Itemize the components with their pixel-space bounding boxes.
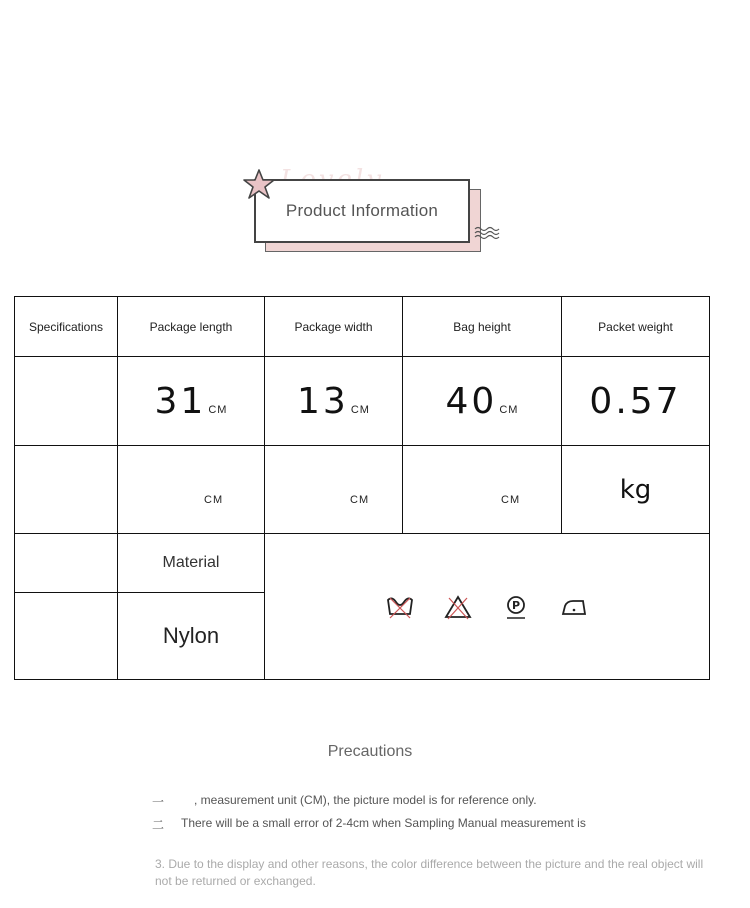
no-bleach-icon xyxy=(444,594,472,620)
height-unit-label: CM xyxy=(501,494,521,506)
width-unit-cell xyxy=(265,446,403,534)
table-header-row xyxy=(15,297,710,357)
table-row xyxy=(15,357,710,446)
care-icons-cell xyxy=(265,534,710,680)
header-package-length: Package length xyxy=(118,297,265,357)
height-number: 40 xyxy=(445,380,498,422)
weight-number: 0.57 xyxy=(589,380,682,422)
note2-text: There will be a small error of 2-4cm when Sampling Manual measurement is xyxy=(181,816,586,830)
spec-empty-cell xyxy=(15,357,118,446)
material-value: Nylon xyxy=(118,593,265,680)
note1-marker: 一 xyxy=(152,795,165,809)
product-info-badge xyxy=(240,165,510,260)
header-specifications: Specifications xyxy=(15,297,118,357)
header-packet-weight: Packet weight xyxy=(562,297,710,357)
width-unit: CM xyxy=(350,403,370,416)
bag-height-value xyxy=(403,357,562,446)
spec-empty-cell xyxy=(15,534,118,593)
dry-clean-p-icon xyxy=(502,594,530,620)
spec-empty-cell xyxy=(15,593,118,680)
package-length-value xyxy=(118,357,265,446)
star-icon xyxy=(242,167,276,201)
length-unit: CM xyxy=(208,403,228,416)
package-width-value xyxy=(265,357,403,446)
width-number: 13 xyxy=(297,380,349,422)
no-wring-icon xyxy=(386,594,414,620)
low-iron-icon xyxy=(560,594,588,620)
header-bag-height: Bag height xyxy=(403,297,562,357)
weight-unit-cell xyxy=(562,446,710,534)
weight-unit-kg: kg xyxy=(619,474,652,505)
note1-text: , measurement unit (CM), the picture model is for reference only. xyxy=(194,793,537,807)
table-row xyxy=(15,446,710,534)
waves-icon xyxy=(474,225,502,241)
precautions-title: Precautions xyxy=(327,743,413,760)
length-number: 31 xyxy=(154,380,207,422)
spec-table xyxy=(14,296,710,680)
svg-text:P: P xyxy=(511,598,521,612)
height-unit-cell xyxy=(403,446,562,534)
packet-weight-value xyxy=(562,357,710,446)
note2-marker: 二 xyxy=(152,818,165,832)
length-unit-label: CM xyxy=(204,494,224,506)
header-package-width: Package width xyxy=(265,297,403,357)
precaution-note-3: 3. Due to the display and other reasons, the color difference between the picture and the real object will not be returned or exchanged. xyxy=(155,857,704,888)
height-unit: CM xyxy=(499,403,519,416)
page-title: Product Information xyxy=(285,201,439,220)
length-unit-cell xyxy=(118,446,265,534)
width-unit-label: CM xyxy=(350,494,370,506)
table-row xyxy=(15,534,710,593)
badge-front-box xyxy=(254,179,470,243)
material-label: Material xyxy=(118,534,265,593)
care-icons-row xyxy=(265,594,709,620)
spec-empty-cell xyxy=(15,446,118,534)
